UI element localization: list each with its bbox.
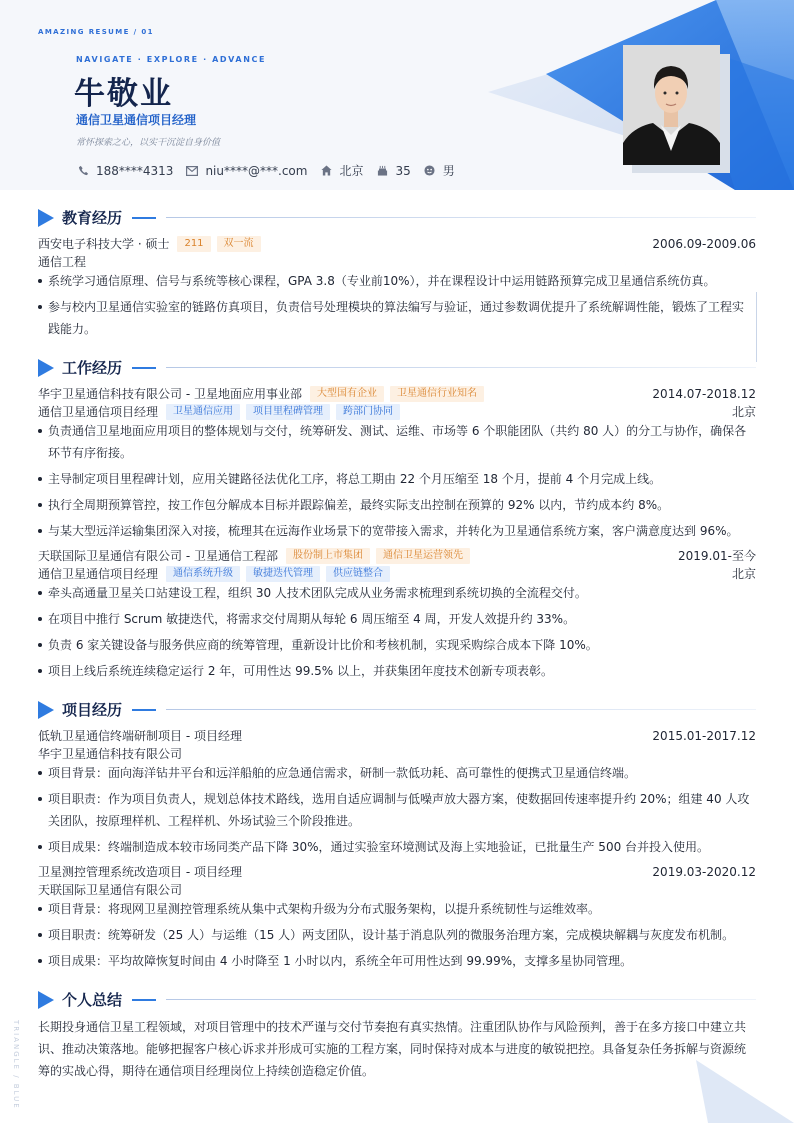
role-tag: 项目里程碑管理 <box>246 404 330 420</box>
section-title-projects <box>38 699 756 720</box>
section-title-work <box>38 357 756 378</box>
contact-city <box>320 162 363 179</box>
contact-phone <box>77 164 173 178</box>
footer-triangle-decoration <box>690 1060 794 1123</box>
contact-age <box>376 164 410 178</box>
school-name: 西安电子科技大学 · 硕士 <box>38 237 170 251</box>
role-tag: 供应链整合 <box>326 566 390 582</box>
project-bullet: 项目成果：平均故障恢复时间由 4 小时降至 1 小时以内，系统全年可用性达到 99.99%，支撑多星协同管理。 <box>38 950 750 972</box>
project-date: 2019.03-2020.12 <box>652 864 756 879</box>
project-entry-header <box>38 863 756 880</box>
section-rule <box>166 999 756 1000</box>
section-label: 教育经历 <box>62 209 123 227</box>
resume-header <box>0 0 794 190</box>
work-bullet: 在项目中推行 Scrum 敏捷迭代，将需求交付周期从每轮 6 周压缩至 4 周，开发人效提升约 33%。 <box>38 608 750 630</box>
education-date: 2006.09-2009.06 <box>652 236 756 251</box>
phone-value: 188****4313 <box>96 163 174 178</box>
gender-icon <box>424 165 436 177</box>
work-city: 北京 <box>731 567 756 581</box>
section-triangle-icon <box>38 209 54 227</box>
education-major: 通信工程 <box>38 255 87 269</box>
project-date: 2015.01-2017.12 <box>652 728 756 743</box>
age-value: 35 <box>395 163 411 178</box>
education-major-row <box>38 253 756 270</box>
education-bullet: 系统学习通信原理、信号与系统等核心课程，GPA 3.8（专业前10%），并在课程设计中运用链路预算完成卫星通信系统仿真。 <box>38 270 750 292</box>
home-icon <box>320 165 332 177</box>
project-org-row <box>38 881 756 898</box>
education-entry-header <box>38 235 756 252</box>
brand-tag: AMAZING RESUME / 01 <box>38 28 154 36</box>
role-tag: 卫星通信应用 <box>166 404 240 420</box>
education-bullet: 参与校内卫星通信实验室的链路仿真项目，负责信号处理模块的算法编写与验证，通过参数调优提升了系统解调性能，锻炼了工程实践能力。 <box>38 296 750 340</box>
section-dash <box>132 709 156 711</box>
section-label: 个人总结 <box>62 991 123 1009</box>
section-triangle-icon <box>38 991 54 1009</box>
mail-icon <box>186 165 198 177</box>
project-entry-header <box>38 727 756 744</box>
section-dash <box>132 217 156 219</box>
role-tag: 敏捷迭代管理 <box>246 566 320 582</box>
candidate-name: 牛敬业 <box>74 76 173 112</box>
nav-tag: NAVIGATE · EXPLORE · ADVANCE <box>76 55 267 64</box>
work-bullet: 与某大型远洋运输集团深入对接，梳理其在远海作业场景下的宽带接入需求，并转化为卫星通信系统方案，客户满意度达到 96%。 <box>38 520 750 542</box>
role-tag: 跨部门协同 <box>336 404 400 420</box>
phone-icon <box>77 165 89 177</box>
work-bullet: 负责 6 家关键设备与服务供应商的统筹管理，重新设计比价和考核机制，实现采购综合成本下降 10%。 <box>38 634 750 656</box>
side-decoration-text: TRIANGLE / BLUE <box>12 1020 20 1110</box>
work-city: 北京 <box>731 405 756 419</box>
project-bullet: 项目背景：面向海洋钻井平台和远洋船舶的应急通信需求，研制一款低功耗、高可靠性的便携式卫星通信终端。 <box>38 762 750 784</box>
cake-icon <box>376 165 388 177</box>
work-company: 天联国际卫星通信有限公司 - 卫星通信工程部 <box>38 549 278 563</box>
section-rule <box>166 367 756 368</box>
contact-list <box>77 162 468 179</box>
section-label: 工作经历 <box>62 359 123 377</box>
work-role: 通信卫星通信项目经理 <box>38 405 159 419</box>
project-bullet: 项目成果：终端制造成本较市场同类产品下降 30%，通过实验室环境测试及海上实地验证，已批量生产 500 台并投入使用。 <box>38 836 750 858</box>
work-company: 华宇卫星通信科技有限公司 - 卫星地面应用事业部 <box>38 387 302 401</box>
project-name: 卫星测控管理系统改造项目 - 项目经理 <box>38 865 242 879</box>
company-tag: 卫星通信行业知名 <box>390 386 484 402</box>
section-rule <box>166 709 756 710</box>
work-role-row <box>38 403 756 420</box>
section-triangle-icon <box>38 701 54 719</box>
work-date: 2019.01-至今 <box>678 549 756 563</box>
project-org: 天联国际卫星通信有限公司 <box>38 883 183 897</box>
project-bullet: 项目背景：将现网卫星测控管理系统从集中式架构升级为分布式服务架构，以提升系统韧性与运维效率。 <box>38 898 750 920</box>
scroll-indicator-line <box>756 292 757 362</box>
project-name: 低轨卫星通信终端研制项目 - 项目经理 <box>38 729 242 743</box>
section-title-education <box>38 207 756 228</box>
project-org: 华宇卫星通信科技有限公司 <box>38 747 183 761</box>
contact-gender <box>424 162 455 179</box>
project-bullet: 项目职责：统筹研发（25 人）与运维（15 人）两支团队，设计基于消息队列的微服务治理方案，完成模块解耦与灰度发布机制。 <box>38 924 750 946</box>
education-tag: 211 <box>177 236 210 252</box>
section-label: 项目经历 <box>62 701 123 719</box>
section-dash <box>132 999 156 1001</box>
slogan: 常怀探索之心，以实干沉淀自身价值 <box>76 138 221 148</box>
section-dash <box>132 367 156 369</box>
work-entry-header <box>38 547 756 564</box>
work-entry-header <box>38 385 756 402</box>
work-role-row <box>38 565 756 582</box>
education-tag: 双一流 <box>217 236 261 252</box>
company-tag: 股份制上市集团 <box>286 548 370 564</box>
project-bullet: 项目职责：作为项目负责人，规划总体技术路线，选用自适应调制与低噪声放大器方案，使数据回传速率提升约 20%；组建 40 人攻关团队，按原理样机、工程样机、外场试验三个阶段推进。 <box>38 788 750 832</box>
section-rule <box>166 217 756 218</box>
summary-text: 长期投身通信卫星工程领域，对项目管理中的技术严谨与交付节奏抱有真实热情。注重团队协作与风险预判，善于在多方接口中建立共识、推动决策落地。能够把握客户核心诉求并形成可实施的工程方案，同时保持对成本与进度的敏锐把控。具备复杂任务拆解与资源统筹的实战心得，期待在通信项目经理岗位上持续创造稳定价值。 <box>38 1020 747 1078</box>
job-title: 通信卫星通信项目经理 <box>76 113 197 127</box>
profile-photo <box>623 45 720 165</box>
company-tag: 通信卫星运营领先 <box>376 548 470 564</box>
section-title-summary <box>38 989 756 1010</box>
gender-value: 男 <box>442 164 455 178</box>
section-triangle-icon <box>38 359 54 377</box>
contact-email <box>186 164 307 178</box>
work-date: 2014.07-2018.12 <box>652 386 756 401</box>
work-bullet: 主导制定项目里程碑计划，应用关键路径法优化工序，将总工期由 22 个月压缩至 18 个月，提前 4 个月完成上线。 <box>38 468 750 490</box>
work-bullet: 项目上线后系统连续稳定运行 2 年，可用性达 99.5% 以上，并获集团年度技术创新专项表彰。 <box>38 660 750 682</box>
work-bullet: 执行全周期预算管控，按工作包分解成本目标并跟踪偏差，最终实际支出控制在预算的 92% 以内，节约成本约 8%。 <box>38 494 750 516</box>
work-bullet: 负责通信卫星地面应用项目的整体规划与交付，统筹研发、测试、运维、市场等 6 个职能团队（共约 80 人）的分工与协作，确保各环节有序衔接。 <box>38 420 750 464</box>
city-value: 北京 <box>339 164 364 178</box>
work-role: 通信卫星通信项目经理 <box>38 567 159 581</box>
project-org-row <box>38 745 756 762</box>
work-bullet: 牵头高通量卫星关口站建设工程，组织 30 人技术团队完成从业务需求梳理到系统切换的全流程交付。 <box>38 582 750 604</box>
company-tag: 大型国有企业 <box>310 386 384 402</box>
role-tag: 通信系统升级 <box>166 566 240 582</box>
email-value: niu****@***.com <box>205 163 308 178</box>
